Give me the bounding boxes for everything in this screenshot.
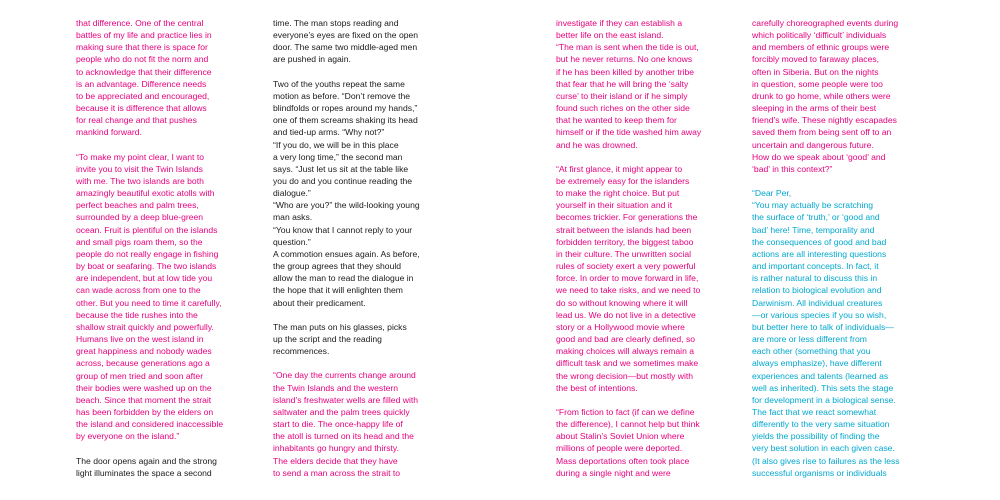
text-line: The man puts on his glasses, picks bbox=[273, 321, 407, 332]
text-line: during a single night and were bbox=[556, 467, 671, 478]
paragraph bbox=[273, 78, 453, 309]
text-line: force. In order to move forward in life, bbox=[556, 273, 699, 284]
text-line: with me. The two islands are both bbox=[76, 176, 204, 187]
text-line: “Who are you?” the wild-looking young bbox=[273, 200, 420, 211]
text-line: making sure that there is space for bbox=[76, 42, 208, 53]
text-line: experiences and talents (learned as bbox=[752, 370, 889, 381]
text-line: that he wanted to keep them for bbox=[556, 115, 677, 126]
text-line: saved them from being sent off to an bbox=[752, 127, 892, 138]
text-line: yields the possibility of finding the bbox=[752, 431, 880, 442]
text-line: relation to biological evolution and bbox=[752, 285, 882, 296]
text-line: to make the right choice. But put bbox=[556, 188, 680, 199]
text-line: amazingly beautiful exotic atolls with bbox=[76, 188, 215, 199]
text-column-3 bbox=[556, 17, 736, 479]
paragraph-spacer bbox=[273, 357, 453, 369]
text-line: surrounded by a deep blue-green bbox=[76, 212, 204, 223]
text-line: lead us. We do not live in a detective bbox=[556, 309, 696, 320]
text-column-2 bbox=[273, 17, 453, 479]
text-line: actions are all interesting questions bbox=[752, 248, 887, 259]
text-line: time. The man stops reading and bbox=[273, 18, 399, 28]
text-line: drunk to go home, while others were bbox=[752, 90, 891, 101]
text-line: uncertain and dangerous future. bbox=[752, 139, 874, 150]
text-line: motion as before. “Don’t remove the bbox=[273, 90, 411, 101]
text-line: forcibly moved to faraway places, bbox=[752, 54, 880, 65]
paragraph bbox=[556, 163, 736, 394]
text-line: and he was drowned. bbox=[556, 139, 638, 150]
text-line: be extremely easy for the islanders bbox=[556, 176, 690, 187]
text-line: light illuminates the space a second bbox=[76, 467, 212, 478]
text-line: beach. Since that moment the strait bbox=[76, 394, 212, 405]
paragraph bbox=[556, 17, 736, 151]
text-line: forbidden territory, the biggest taboo bbox=[556, 236, 694, 247]
text-line: for development in a biological sense. bbox=[752, 394, 896, 405]
text-line: the consequences of good and bad bbox=[752, 236, 887, 247]
text-line: perfect beaches and palm trees, bbox=[76, 200, 199, 211]
text-line: “The man is sent when the tide is out, bbox=[556, 42, 699, 53]
text-line: man asks. bbox=[273, 212, 313, 223]
text-line: “At first glance, it might appear to bbox=[556, 163, 683, 174]
text-line: in their culture. The unwritten social bbox=[556, 248, 692, 259]
text-line: group of men tried and soon after bbox=[76, 370, 204, 381]
text-line: great happiness and nobody wades bbox=[76, 346, 212, 357]
text-line: yourself in their situation and it bbox=[556, 200, 673, 211]
text-line: battles of my life and practice lies in bbox=[76, 30, 212, 41]
text-line: a very long time,” the second man bbox=[273, 151, 403, 162]
text-line: because the tide rushes into the bbox=[76, 309, 198, 320]
paragraph bbox=[273, 369, 453, 478]
text-line: dialogue.” bbox=[273, 188, 311, 199]
paragraph bbox=[556, 406, 736, 479]
text-line: by boat or seafaring. The two islands bbox=[76, 261, 217, 272]
text-line: up the script and the reading bbox=[273, 334, 382, 345]
text-line: The elders decide that they have bbox=[273, 455, 398, 466]
text-line: often in Siberia. But on the nights bbox=[752, 66, 879, 77]
text-line: Two of the youths repeat the same bbox=[273, 78, 405, 89]
paragraph bbox=[76, 455, 256, 479]
text-line: saltwater and the palm trees quickly bbox=[273, 406, 410, 417]
text-line: Humans live on the west island in bbox=[76, 334, 204, 345]
text-line: —or various species if you so wish, bbox=[752, 309, 887, 320]
text-line: to be appreciated and encouraged, bbox=[76, 90, 210, 101]
text-line: the surface of ‘truth,’ or ‘good and bbox=[752, 212, 880, 223]
text-line: well as inherited). This sets the stage bbox=[752, 382, 894, 393]
text-line: “You may actually be scratching bbox=[752, 200, 874, 211]
text-line: are more or less different from bbox=[752, 334, 867, 345]
text-line: becomes trickier. For generations the bbox=[556, 212, 698, 223]
text-line: and small pigs roam them, so the bbox=[76, 236, 203, 247]
text-line: the wrong decision—but mostly with bbox=[556, 370, 694, 381]
text-line: because it is difference that allows bbox=[76, 103, 207, 114]
text-line: allow the man to read the dialogue in bbox=[273, 273, 414, 284]
text-line: “You know that I cannot reply to your bbox=[273, 224, 413, 235]
text-line: island’s freshwater wells are filled with bbox=[273, 394, 419, 405]
text-line: very best solution in each given case. bbox=[752, 443, 895, 454]
text-line: The door opens again and the strong bbox=[76, 455, 217, 466]
text-line: himself or if the tide washed him away bbox=[556, 127, 702, 138]
paragraph bbox=[273, 17, 453, 66]
text-line: How do we speak about ‘good’ and bbox=[752, 151, 886, 162]
text-line: differently to the very same situation bbox=[752, 419, 890, 430]
text-line: sleeping in the arms of their best bbox=[752, 103, 877, 114]
text-line: to acknowledge that their difference bbox=[76, 66, 212, 77]
text-line: do so without knowing where it will bbox=[556, 297, 688, 308]
text-line: we need to take risks, and we need to bbox=[556, 285, 701, 296]
text-line: and members of ethnic groups were bbox=[752, 42, 890, 53]
text-line: about Stalin’s Soviet Union where bbox=[556, 431, 685, 442]
text-line: the island and considered inaccessible bbox=[76, 419, 224, 430]
text-line: the best of intentions. bbox=[556, 382, 638, 393]
text-line: and important concepts. In fact, it bbox=[752, 261, 879, 272]
text-line: making choices will always remain a bbox=[556, 346, 695, 357]
text-line: Darwinism. All individual creatures bbox=[752, 297, 883, 308]
text-column-1 bbox=[76, 17, 256, 479]
text-line: inhabitants go hungry and thirsty. bbox=[273, 443, 399, 454]
text-line: their bodies were washed up on the bbox=[76, 382, 212, 393]
text-line: blindfolds or ropes around my hands,” bbox=[273, 103, 418, 114]
text-line: for real change and that pushes bbox=[76, 115, 197, 126]
paragraph-spacer bbox=[273, 66, 453, 78]
text-line: the atoll is turned on its head and the bbox=[273, 431, 414, 442]
paragraph-spacer bbox=[556, 151, 736, 163]
text-line: other. But you need to time it carefully, bbox=[76, 297, 222, 308]
text-line: start to die. The once-happy life of bbox=[273, 419, 403, 430]
text-line: but he never returns. No one knows bbox=[556, 54, 693, 65]
text-line: each other (something that you bbox=[752, 346, 871, 357]
text-line: the Twin Islands and the western bbox=[273, 382, 399, 393]
text-line: “Dear Per, bbox=[752, 188, 792, 199]
paragraph-spacer bbox=[76, 139, 256, 151]
text-line: is an advantage. Difference needs bbox=[76, 78, 207, 89]
text-line: is rather natural to discuss this in bbox=[752, 273, 878, 284]
text-line: good and bad are clearly defined, so bbox=[556, 334, 696, 345]
text-column-4 bbox=[752, 17, 932, 479]
text-line: everyone’s eyes are fixed on the open bbox=[273, 30, 419, 41]
text-line: successful organisms or individuals bbox=[752, 467, 887, 478]
text-line: ‘bad’ in this context?” bbox=[752, 163, 833, 174]
text-line: by everyone on the island.” bbox=[76, 431, 180, 442]
paragraph bbox=[752, 187, 932, 479]
text-line: The fact that we react somewhat bbox=[752, 406, 877, 417]
text-line: friend’s wife. These nightly escapades bbox=[752, 115, 897, 126]
text-line: strait between the islands had been bbox=[556, 224, 692, 235]
text-line: has been forbidden by the elders on bbox=[76, 406, 214, 417]
text-line: difficult task and we sometimes make bbox=[556, 358, 699, 369]
text-line: that difference. One of the central bbox=[76, 18, 204, 28]
text-line: says. “Just let us sit at the table like bbox=[273, 163, 409, 174]
text-line: invite you to visit the Twin Islands bbox=[76, 163, 203, 174]
text-line: people do not really engage in fishing bbox=[76, 248, 219, 259]
paragraph bbox=[752, 17, 932, 175]
text-line: if he has been killed by another tribe bbox=[556, 66, 695, 77]
paragraph bbox=[76, 17, 256, 139]
text-line: always emphasize), have different bbox=[752, 358, 882, 369]
paragraph-spacer bbox=[752, 175, 932, 187]
text-line: (It also gives rise to failures as the less bbox=[752, 455, 900, 466]
text-line: carefully choreographed events during bbox=[752, 18, 899, 28]
text-line: but better here to talk of individuals— bbox=[752, 321, 894, 332]
text-line: investigate if they can establish a bbox=[556, 18, 683, 28]
text-line: shallow strait quickly and powerfully. bbox=[76, 321, 214, 332]
text-line: and tied-up arms. “Why not?” bbox=[273, 127, 385, 138]
text-line: found such riches on the other side bbox=[556, 103, 690, 114]
text-line: “From fiction to fact (if can we define bbox=[556, 406, 695, 417]
text-line: one of them screams shaking its head bbox=[273, 115, 418, 126]
paragraph bbox=[273, 321, 453, 357]
text-line: “To make my point clear, I want to bbox=[76, 151, 205, 162]
text-line: recommences. bbox=[273, 346, 330, 357]
text-line: curse’ to their island or if he simply bbox=[556, 90, 688, 101]
text-line: rules of society exert a very powerful bbox=[556, 261, 696, 272]
text-line: bad’ here! Time, temporality and bbox=[752, 224, 875, 235]
paragraph bbox=[76, 151, 256, 443]
text-line: question.” bbox=[273, 236, 311, 247]
text-line: the hope that it will enlighten them bbox=[273, 285, 403, 296]
text-line: A commotion ensues again. As before, bbox=[273, 248, 420, 259]
paragraph-spacer bbox=[273, 309, 453, 321]
text-line: story or a Hollywood movie where bbox=[556, 321, 685, 332]
text-line: you do and you continue reading the bbox=[273, 176, 413, 187]
text-line: across, because generations ago a bbox=[76, 358, 210, 369]
text-line: are pushed in again. bbox=[273, 54, 351, 65]
text-line: people who do not fit the norm and bbox=[76, 54, 209, 65]
text-line: door. The same two middle-aged men bbox=[273, 42, 418, 53]
text-line: the difference), I cannot help but think bbox=[556, 419, 700, 430]
text-line: the group agrees that they should bbox=[273, 261, 402, 272]
text-line: which politically ‘difficult’ individuals bbox=[752, 30, 887, 41]
paragraph-spacer bbox=[556, 394, 736, 406]
paragraph-spacer bbox=[76, 442, 256, 454]
text-line: in question, some people were too bbox=[752, 78, 883, 89]
text-line: Mass deportations often took place bbox=[556, 455, 690, 466]
text-line: “One day the currents change around bbox=[273, 370, 416, 381]
text-line: better life on the east island. bbox=[556, 30, 664, 41]
text-line: mankind forward. bbox=[76, 127, 142, 138]
text-line: to send a man across the strait to bbox=[273, 467, 401, 478]
text-line: “If you do, we will be in this place bbox=[273, 139, 399, 150]
text-line: are independent, but at low tide you bbox=[76, 273, 213, 284]
text-line: can wade across from one to the bbox=[76, 285, 201, 296]
text-line: that fear that he will bring the ‘salty bbox=[556, 78, 689, 89]
text-line: millions of people were deported. bbox=[556, 443, 683, 454]
text-line: about their predicament. bbox=[273, 297, 366, 308]
text-line: ocean. Fruit is plentiful on the islands bbox=[76, 224, 218, 235]
